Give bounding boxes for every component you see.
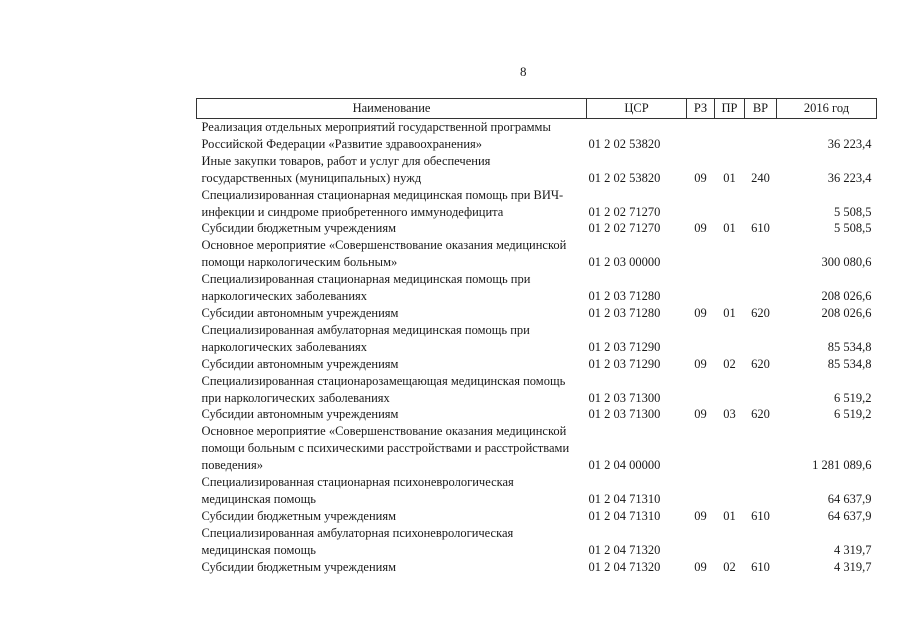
row-name-cell: Основное мероприятие «Совершенствование оказания медицинской помощи наркологическим больным» <box>201 238 567 270</box>
header-name: Наименование <box>197 99 587 119</box>
row-pr-cell: 03 <box>723 407 736 422</box>
table-row <box>197 373 877 407</box>
row-csr-cell: 01 2 03 71280 <box>588 305 661 320</box>
row-rz-cell: 09 <box>694 407 707 422</box>
row-rz-cell <box>687 187 715 221</box>
row-vr-cell <box>745 474 777 508</box>
row-pr-cell <box>715 474 745 508</box>
row-rz-cell <box>687 373 715 407</box>
row-name-cell: Реализация отдельных мероприятий государственной программы Российской Федерации «Развитие здравоохранения» <box>201 120 551 151</box>
row-csr-cell: 01 2 03 71300 <box>588 390 661 405</box>
row-amount-cell: 208 026,6 <box>821 305 872 320</box>
row-pr-cell: 01 <box>723 221 736 236</box>
row-vr-cell <box>745 423 777 474</box>
row-name-cell: Основное мероприятие «Совершенствование оказания медицинской помощи больным с психическими расстройствами и расстройствами поведения» <box>201 424 570 473</box>
row-pr-cell: 01 <box>723 305 736 320</box>
table-row <box>197 356 877 373</box>
row-rz-cell: 09 <box>694 305 707 320</box>
row-pr-cell <box>715 187 745 221</box>
row-csr-cell: 01 2 03 71290 <box>588 339 661 354</box>
header-year: 2016 год <box>777 99 877 119</box>
row-vr-cell: 620 <box>751 407 770 422</box>
row-amount-cell: 85 534,8 <box>827 356 872 371</box>
row-rz-cell <box>687 423 715 474</box>
row-pr-cell <box>715 237 745 271</box>
row-vr-cell <box>745 322 777 356</box>
row-rz-cell: 09 <box>694 221 707 236</box>
row-amount-cell: 5 508,5 <box>834 221 872 236</box>
row-amount-cell: 5 508,5 <box>834 204 872 219</box>
row-amount-cell: 36 223,4 <box>827 136 872 151</box>
row-vr-cell: 620 <box>751 356 770 371</box>
row-csr-cell: 01 2 04 00000 <box>588 458 661 473</box>
table-row <box>197 559 877 576</box>
table-body <box>197 119 877 576</box>
header-rz: РЗ <box>687 99 715 119</box>
row-amount-cell: 208 026,6 <box>821 289 872 304</box>
row-csr-cell: 01 2 02 71270 <box>588 221 661 236</box>
row-vr-cell <box>745 271 777 305</box>
row-vr-cell <box>745 187 777 221</box>
row-rz-cell: 09 <box>694 559 707 574</box>
row-amount-cell: 6 519,2 <box>834 407 872 422</box>
table-row <box>197 305 877 322</box>
row-amount-cell: 300 080,6 <box>821 255 872 270</box>
row-csr-cell: 01 2 03 71280 <box>588 289 661 304</box>
header-pr: ПР <box>715 99 745 119</box>
row-rz-cell: 09 <box>694 356 707 371</box>
row-csr-cell: 01 2 02 71270 <box>588 204 661 219</box>
row-pr-cell <box>715 119 745 153</box>
table-row <box>197 474 877 508</box>
row-rz-cell <box>687 474 715 508</box>
row-csr-cell: 01 2 02 53820 <box>588 170 661 185</box>
row-amount-cell: 85 534,8 <box>827 339 872 354</box>
row-amount-cell: 6 519,2 <box>834 390 872 405</box>
table-row <box>197 119 877 153</box>
row-vr-cell <box>745 373 777 407</box>
row-pr-cell: 02 <box>723 559 736 574</box>
header-vr: ВР <box>745 99 777 119</box>
row-amount-cell: 64 637,9 <box>827 508 872 523</box>
row-rz-cell: 09 <box>694 508 707 523</box>
table-row <box>197 271 877 305</box>
row-vr-cell: 610 <box>751 508 770 523</box>
row-vr-cell: 240 <box>751 170 770 185</box>
row-pr-cell <box>715 525 745 559</box>
row-amount-cell: 4 319,7 <box>834 542 872 557</box>
row-name-cell: Специализированная стационарозамещающая медицинская помощь при наркологических заболеваниях <box>201 373 566 405</box>
row-rz-cell <box>687 119 715 153</box>
row-rz-cell <box>687 322 715 356</box>
row-csr-cell: 01 2 02 53820 <box>588 136 661 151</box>
row-name-cell: Специализированная стационарная медицинская помощь при ВИЧ-инфекции и синдроме приобретенного иммунодефицита <box>201 187 564 219</box>
row-amount-cell: 1 281 089,6 <box>812 458 872 473</box>
row-pr-cell <box>715 271 745 305</box>
row-csr-cell: 01 2 04 71310 <box>588 508 661 523</box>
row-name-cell: Субсидии бюджетным учреждениям <box>201 508 397 523</box>
row-pr-cell: 01 <box>723 508 736 523</box>
page-number: 8 <box>520 64 527 79</box>
table-row <box>197 153 877 187</box>
budget-table <box>196 98 877 575</box>
row-amount-cell: 4 319,7 <box>834 559 872 574</box>
row-csr-cell: 01 2 03 71300 <box>588 407 661 422</box>
row-rz-cell <box>687 271 715 305</box>
row-pr-cell <box>715 322 745 356</box>
row-name-cell: Субсидии бюджетным учреждениям <box>201 559 397 574</box>
row-csr-cell: 01 2 04 71310 <box>588 491 661 506</box>
table-row <box>197 322 877 356</box>
row-name-cell: Иные закупки товаров, работ и услуг для обеспечения государственных (муниципальных) нужд <box>201 153 491 185</box>
row-vr-cell <box>745 525 777 559</box>
table-row <box>197 525 877 559</box>
row-amount-cell: 36 223,4 <box>827 170 872 185</box>
row-vr-cell: 610 <box>751 559 770 574</box>
table-row <box>197 220 877 237</box>
row-rz-cell: 09 <box>694 170 707 185</box>
row-name-cell: Субсидии автономным учреждениям <box>201 407 399 422</box>
row-csr-cell: 01 2 04 71320 <box>588 559 661 574</box>
row-pr-cell: 02 <box>723 356 736 371</box>
row-vr-cell: 610 <box>751 221 770 236</box>
row-name-cell: Специализированная стационарная психоневрологическая медицинская помощь <box>201 475 514 506</box>
row-vr-cell: 620 <box>751 305 770 320</box>
row-vr-cell <box>745 119 777 153</box>
row-name-cell: Субсидии автономным учреждениям <box>201 356 399 371</box>
table-row <box>197 508 877 525</box>
header-csr: ЦСР <box>587 99 687 119</box>
table-row <box>197 187 877 221</box>
row-csr-cell: 01 2 03 71290 <box>588 356 661 371</box>
row-name-cell: Субсидии автономным учреждениям <box>201 305 399 320</box>
row-name-cell: Специализированная амбулаторная психоневрологическая медицинская помощь <box>201 525 514 557</box>
row-name-cell: Субсидии бюджетным учреждениям <box>201 221 397 236</box>
row-rz-cell <box>687 525 715 559</box>
row-csr-cell: 01 2 04 71320 <box>588 542 661 557</box>
row-pr-cell <box>715 373 745 407</box>
row-csr-cell: 01 2 03 00000 <box>588 255 661 270</box>
table-row <box>197 237 877 271</box>
row-name-cell: Специализированная амбулаторная медицинская помощь при наркологических заболеваниях <box>201 322 530 354</box>
row-pr-cell: 01 <box>723 170 736 185</box>
table-row <box>197 406 877 423</box>
row-name-cell: Специализированная стационарная медицинская помощь при наркологических заболеваниях <box>201 272 531 304</box>
row-pr-cell <box>715 423 745 474</box>
row-rz-cell <box>687 237 715 271</box>
row-amount-cell: 64 637,9 <box>827 491 872 506</box>
table-row <box>197 423 877 474</box>
row-vr-cell <box>745 237 777 271</box>
table-header-row <box>197 99 877 119</box>
